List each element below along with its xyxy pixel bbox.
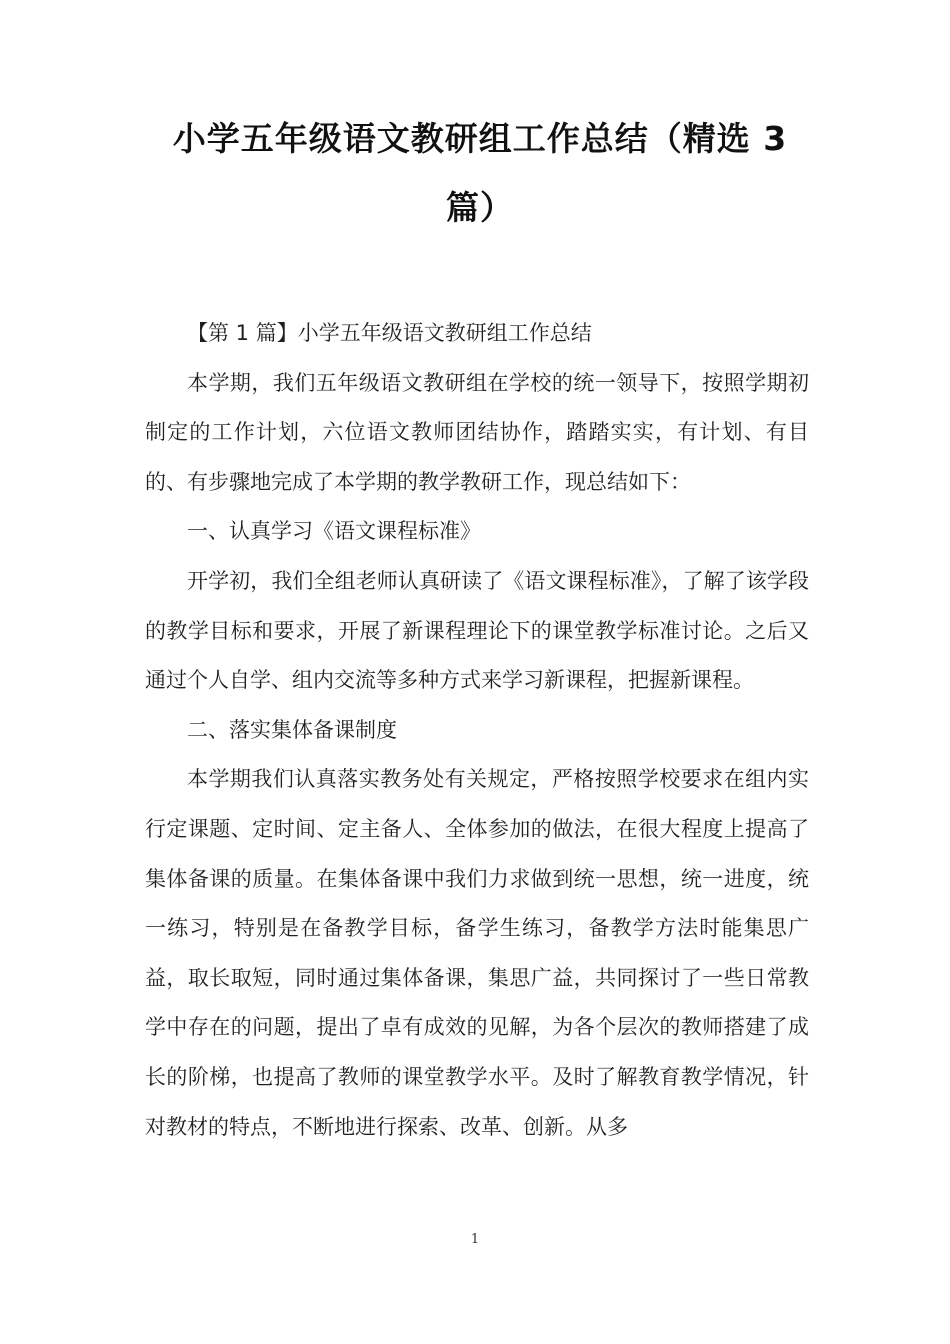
document-body xyxy=(145,309,809,1152)
study-standards-paragraph: 开学初，我们全组老师认真研读了《语文课程标准》，了解了该学段的教学目标和要求，开展了新课程理论下的课堂教学标准讨论。之后又通过个人自学、组内交流等多种方式来学习新课程，把握新课程。 xyxy=(145,568,809,693)
page-number: 1 xyxy=(470,1232,480,1247)
collective-lesson-prep-paragraph: 本学期我们认真落实教务处有关规定，严格按照学校要求在组内实行定课题、定时间、定主备人、全体参加的做法，在很大程度上提高了集体备课的质量。在集体备课中我们力求做到统一思想，统一进度，统一练习，特别是在备教学目标，备学生练习，备教学方法时能集思广益，取长取短，同时通过集体备课，集思广益，共同探讨了一些日常教学中存在的问题，提出了卓有成效的见解，为各个层次的教师搭建了成长的阶梯，也提高了教师的课堂教学水平。及时了解教育教学情况，针对教材的特点，不断地进行探索、改革、创新。从多 xyxy=(145,767,809,1139)
section-heading-study-standards: 一、认真学习《语文课程标准》 xyxy=(187,519,481,544)
intro-paragraph: 本学期，我们五年级语文教研组在学校的统一领导下，按照学期初制定的工作计划，六位语文教师团结协作，踏踏实实，有计划、有目的、有步骤地完成了本学期的教学教研工作，现总结如下： xyxy=(145,370,809,494)
section-heading-part-1: 【第 1 篇】小学五年级语文教研组工作总结 xyxy=(187,321,592,345)
document-title: 小学五年级语文教研组工作总结（精选 3 篇） xyxy=(172,119,788,227)
section-heading-collective-lesson-prep: 二、落实集体备课制度 xyxy=(187,717,397,742)
